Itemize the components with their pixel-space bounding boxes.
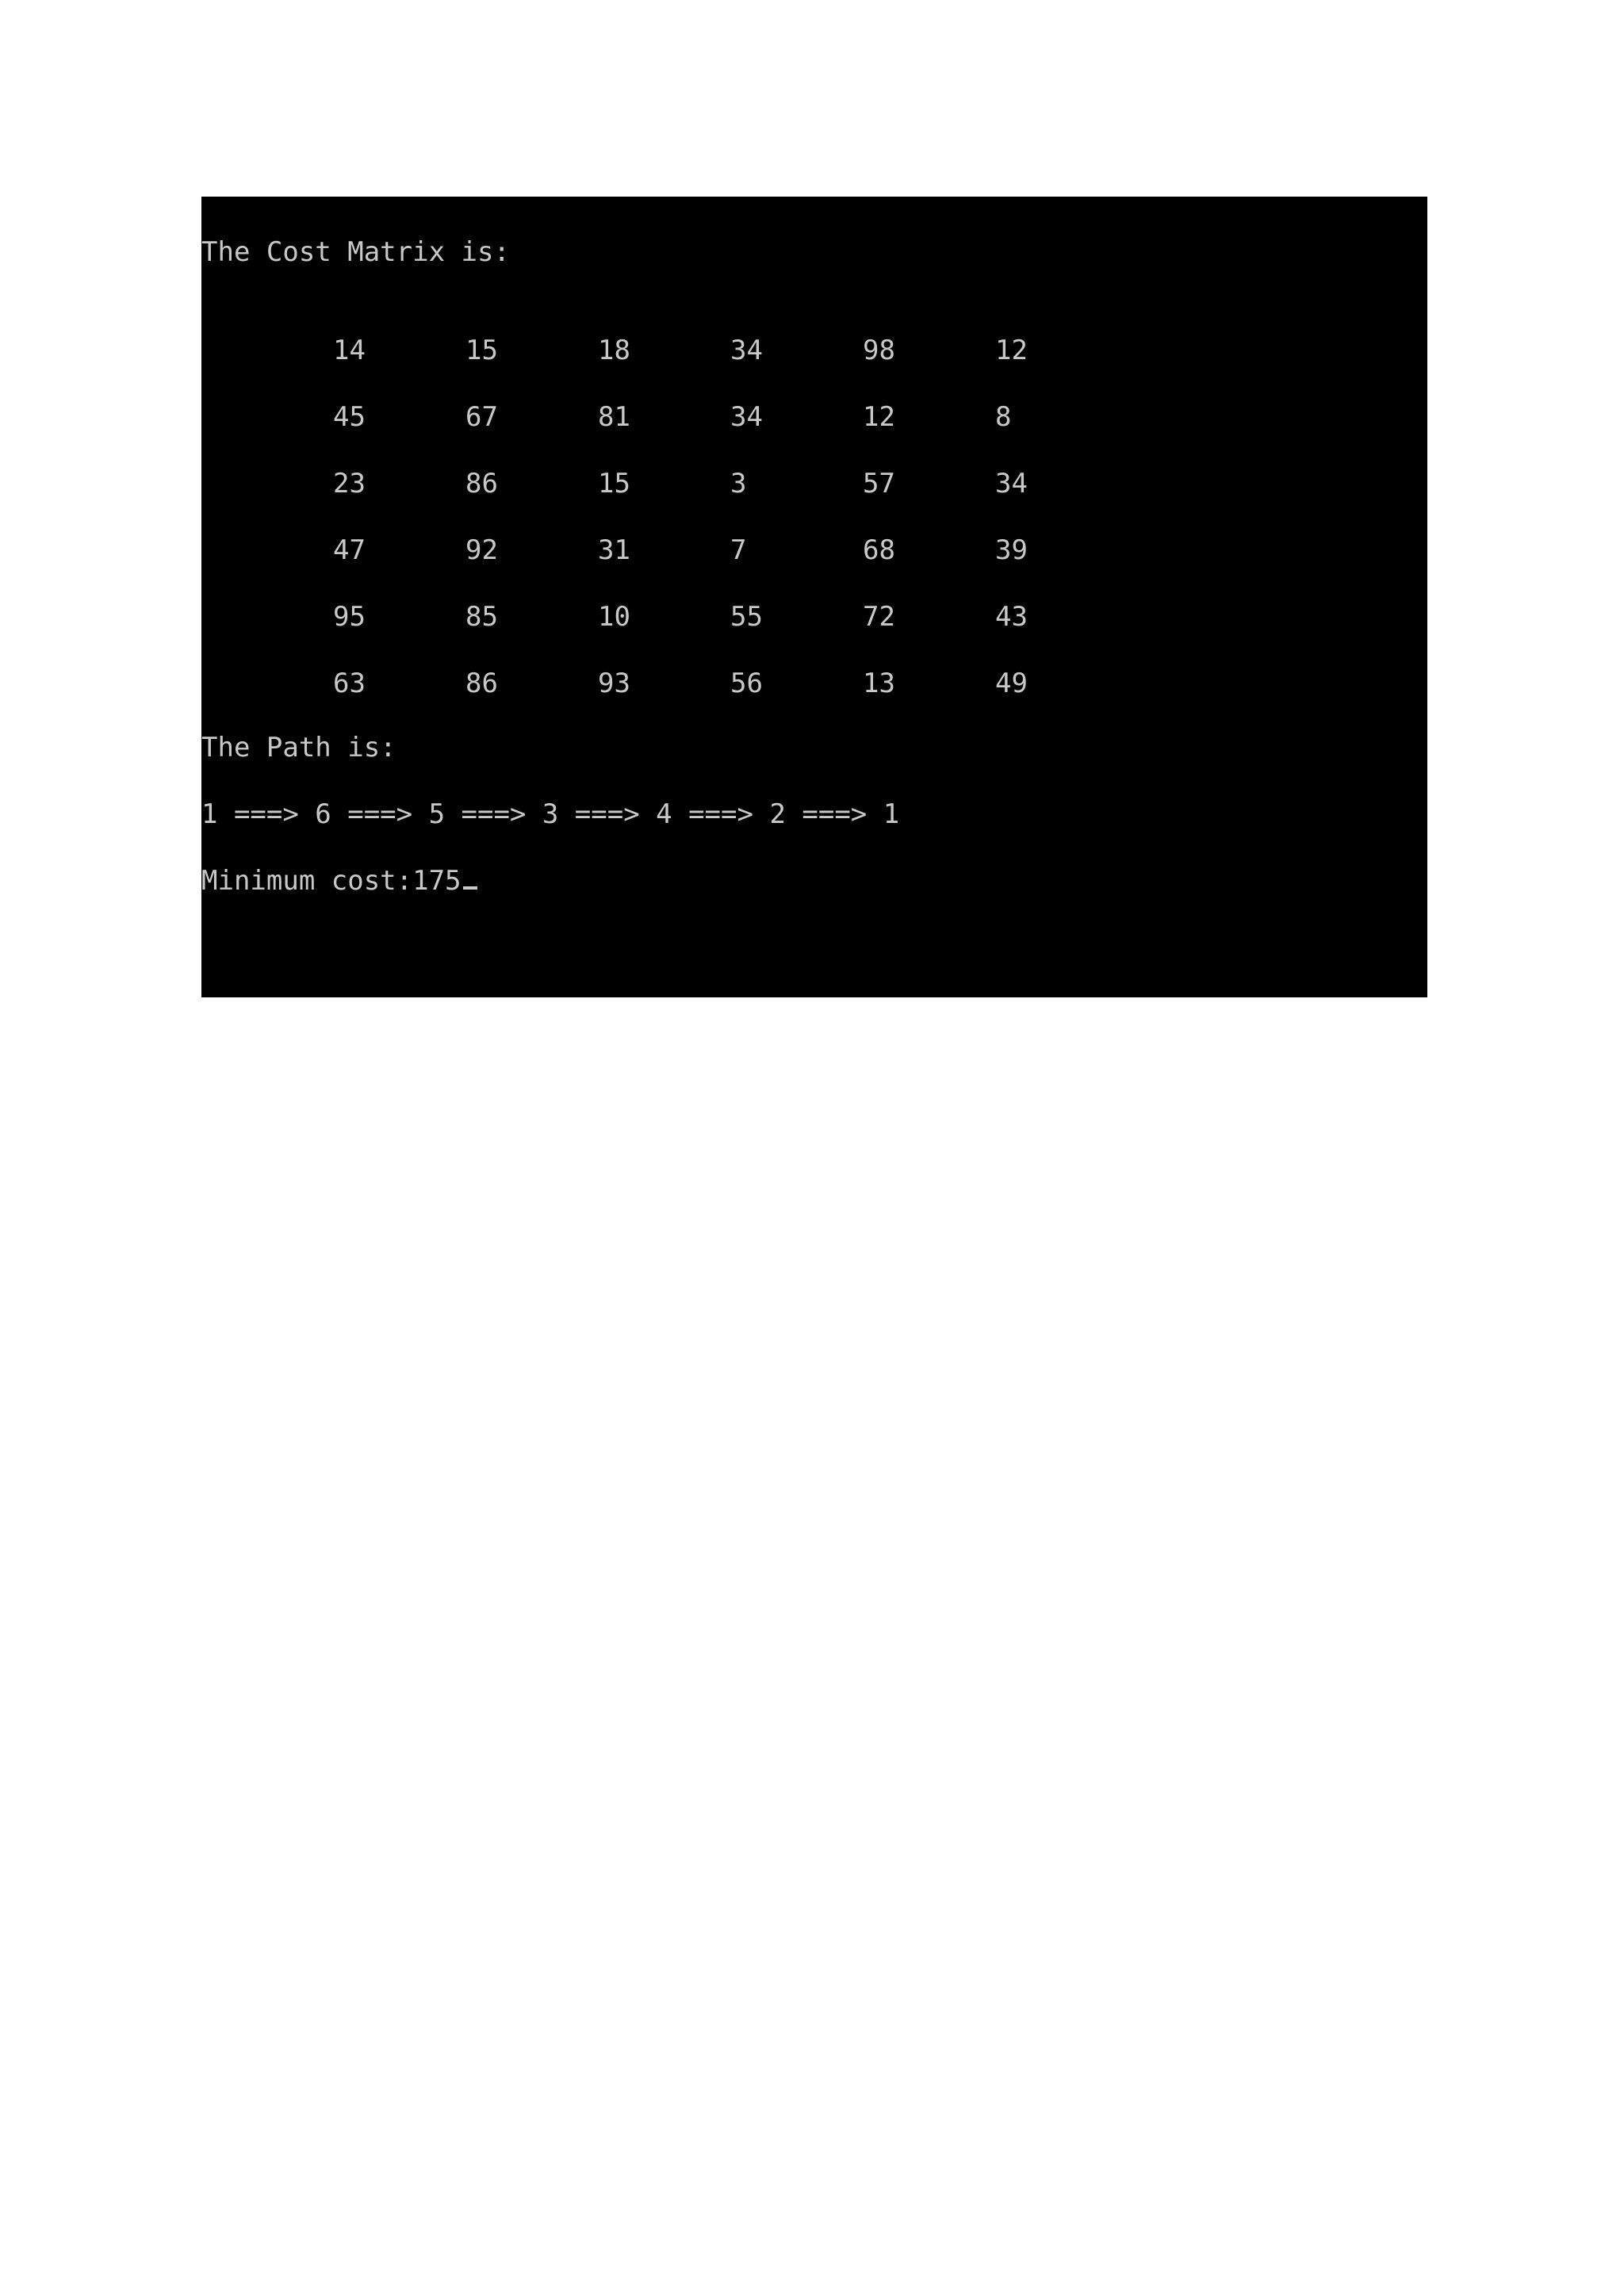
matrix-cell: 95 (333, 601, 366, 633)
matrix-cell: 81 (598, 401, 630, 433)
matrix-cell: 47 (333, 534, 366, 566)
matrix-row (201, 668, 1427, 699)
matrix-cell: 67 (465, 401, 498, 433)
text-cursor (463, 886, 477, 890)
matrix-cell: 86 (465, 668, 498, 699)
path-sequence: 1 ===> 6 ===> 5 ===> 3 ===> 4 ===> 2 ===> 1 (201, 798, 900, 830)
matrix-cell: 39 (995, 534, 1028, 566)
console-window (201, 197, 1427, 997)
matrix-cell: 12 (995, 335, 1028, 366)
matrix-cell: 15 (465, 335, 498, 366)
matrix-cell: 43 (995, 601, 1028, 633)
matrix-cell: 31 (598, 534, 630, 566)
matrix-cell: 13 (863, 668, 895, 699)
matrix-cell: 23 (333, 468, 366, 499)
matrix-cell: 8 (995, 401, 1012, 433)
matrix-cell: 7 (730, 534, 747, 566)
matrix-cell: 55 (730, 601, 763, 633)
path-label: The Path is: (201, 732, 396, 763)
matrix-cell: 45 (333, 401, 366, 433)
matrix-cell: 15 (598, 468, 630, 499)
matrix-cell: 86 (465, 468, 498, 499)
matrix-cell: 34 (730, 401, 763, 433)
matrix-cell: 68 (863, 534, 895, 566)
minimum-cost-line (201, 865, 477, 897)
matrix-row (201, 335, 1427, 366)
minimum-cost-text: Minimum cost:175 (201, 865, 462, 897)
matrix-row (201, 401, 1427, 433)
matrix-cell: 85 (465, 601, 498, 633)
matrix-cell: 72 (863, 601, 895, 633)
matrix-cell: 12 (863, 401, 895, 433)
matrix-cell: 57 (863, 468, 895, 499)
matrix-cell: 92 (465, 534, 498, 566)
matrix-cell: 63 (333, 668, 366, 699)
matrix-cell: 49 (995, 668, 1028, 699)
matrix-cell: 10 (598, 601, 630, 633)
cost-matrix-header: The Cost Matrix is: (201, 236, 510, 268)
matrix-cell: 98 (863, 335, 895, 366)
matrix-row (201, 534, 1427, 566)
matrix-cell: 18 (598, 335, 630, 366)
matrix-cell: 3 (730, 468, 747, 499)
matrix-row (201, 601, 1427, 633)
matrix-row (201, 468, 1427, 499)
matrix-cell: 56 (730, 668, 763, 699)
matrix-cell: 14 (333, 335, 366, 366)
matrix-cell: 34 (995, 468, 1028, 499)
matrix-cell: 93 (598, 668, 630, 699)
matrix-cell: 34 (730, 335, 763, 366)
